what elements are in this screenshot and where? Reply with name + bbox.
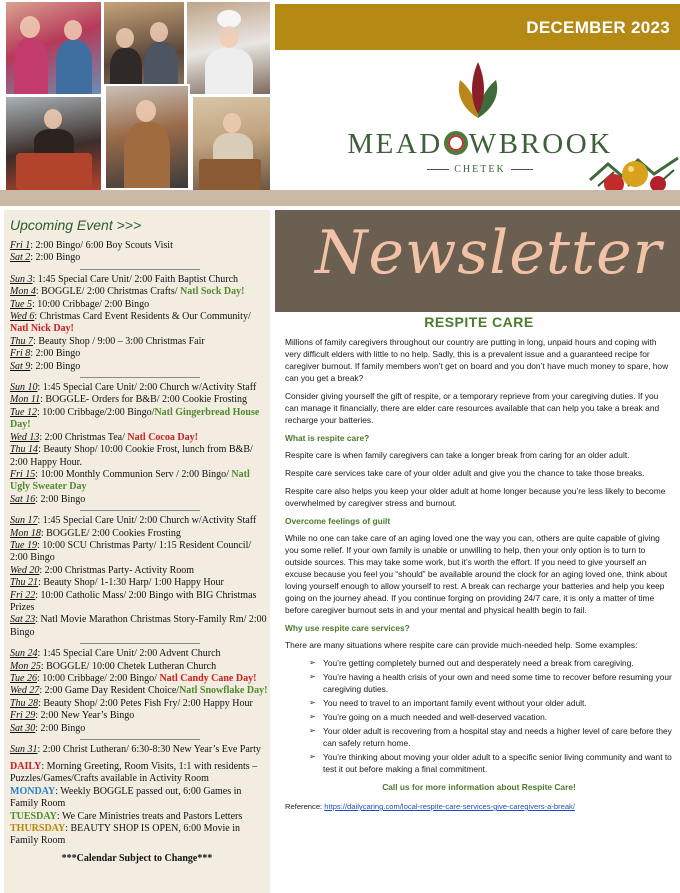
section-heading: What is respite care? [285,433,370,443]
event-text: : 10:00 Cribbage/ 2:00 Bingo [31,298,150,310]
list-item: ➢ You need to travel to an important family event without your older adult. [309,697,673,709]
event-date: Mon 18 [10,527,41,539]
event-date: Thu 14 [10,444,39,456]
list-item: ➢ You’re thinking about moving your older adult to a specific senior living community and want to test it out before making a final commitment. [309,751,673,775]
section-heading: Why use respite care services? [285,623,410,633]
event-row [10,382,268,394]
wreath-o [444,131,468,155]
meadowbrook-leaf-logo [448,60,508,120]
event-date: Sun 10 [10,382,38,394]
event-row [10,299,268,311]
weekly-legend [10,761,265,848]
event-row [10,710,268,722]
week-divider [80,377,200,378]
event-row [10,361,268,373]
list-item: ➢ You’re getting completely burned out and desperately need a break from caregiving. [309,657,673,669]
article-paragraph: Millions of family caregivers throughout our country are putting in long, unpaid hours and coping with very difficult elders with little to no help. Sadly, this is a prevalent issue and a guaranteed recipe for caregiver burnout. If family members won’t get on board and you don’t have much money to spare, how can you get a break? [285,337,669,383]
event-date: Sun 24 [10,648,38,660]
photo-resident-gingerbread [193,97,270,190]
event-date: Wed 20 [10,564,40,576]
event-text: : 2:00 Bingo [30,360,81,372]
event-text: : 2:00 Bingo [35,493,86,505]
legend-row [10,823,265,848]
legend-row [10,786,265,811]
photo-residents-hats [104,2,184,94]
event-date: Mon 11 [10,394,41,406]
brand-name: MEAD WBROOK [347,128,613,160]
event-row [10,590,268,615]
event-text: : 2:00 Christmas Party- Activity Room [39,564,195,576]
event-text: : 10:00 Cribbage/2:00 Bingo/ [36,406,155,418]
event-highlight: Natl Sock Day! [180,286,245,298]
section-heading: Overcome feelings of guilt [285,516,391,526]
event-row [10,540,268,565]
event-row [10,469,268,494]
event-row [10,698,268,710]
divider-band [0,190,680,206]
newsletter-title: Newsletter [315,218,663,288]
event-text: : Christmas Card Event Residents & Our Community/ [34,311,251,323]
legend-key: THURSDAY [10,823,66,835]
event-text: : Beauty Shop / 9:00 – 3:00 Christmas Fair [33,335,205,347]
event-row [10,661,268,673]
legend-text: : Weekly BOGGLE passed out, 6:00 Games in Family Room [10,785,242,810]
event-row [10,685,268,697]
event-text: : BOGGLE/ 2:00 Christmas Crafts/ [35,286,181,298]
event-date: Mon 25 [10,660,41,672]
list-item: ➢ Your older adult is recovering from a hospital stay and needs a higher level of care before they can safely return home. [309,725,673,749]
article-paragraph: While no one can take care of an aging loved one the way you can, others are quite capable of giving you some relief. If your own family is unable or unwilling to help, then your only option is to turn to outside sources. This may take some work, but it’s worth the effort. If you need to give yourself an excuse because you feel you “should” be available around the clock for an aging loved one, think about loving yourself enough to allow yourself to rest. A break can recharge your batteries and help you keep going on the journey ahead. If you continue forging on providing 24/7 care, it is only a matter of time before caregiver burnout sets in and your mental and physical health begin to fail. [285,533,668,615]
week-divider [80,739,200,740]
event-date: Tue 19 [10,539,37,551]
event-date: Tue 12 [10,406,37,418]
legend-text: : BEAUTY SHOP IS OPEN, 6:00 Movie in Family Room [10,823,241,847]
week-divider [80,510,200,511]
event-highlight: Natl Candy Cane Day! [159,673,257,684]
event-date: Fri 8 [10,348,31,360]
event-row [10,515,268,527]
event-text: : 10:00 Catholic Mass/ 2:00 Bingo with BIG Christmas Prizes [10,589,257,613]
event-text: : 2:00 Bingo [30,252,81,264]
article-paragraph: Consider giving yourself the gift of respite, or a temporary reprieve from your caregiving duties. If you can manage it financially, there are elder care resources available that can help you take a break and recharge your batteries. [285,391,660,425]
article-paragraph: Respite care is when family caregivers can take a longer break from caring for an older adult. [285,450,630,460]
photo-staff-gift-basket [6,97,101,190]
event-date: Sat 23 [10,614,36,626]
event-text: : 1:45 Special Care Unit/ 2:00 Faith Baptist Church [32,273,239,285]
event-row [10,311,268,336]
article-paragraph: There are many situations where respite care can provide much-needed help. Some examples: [285,640,638,650]
event-text: : 10:00 Monthly Communion Serv / 2:00 Bingo/ [35,468,232,480]
event-text: : 1:45 Special Care Unit/ 2:00 Church w/Activity Staff [37,382,257,394]
event-date: Thu 28 [10,697,39,709]
event-date: Fri 22 [10,589,36,601]
events-heading: Upcoming Event >>> [10,217,142,233]
event-date: Sat 16 [10,493,36,505]
date-banner [275,4,680,50]
event-text: : 2:00 Game Day Resident Choice/ [39,685,180,697]
event-date: Wed 6 [10,311,35,323]
event-text: : 2:00 Bingo [35,722,86,734]
legend-key: TUESDAY [10,810,57,822]
examples-list [309,657,673,775]
event-row [10,252,268,264]
event-text: : Beauty Shop/ 1-1:30 Harp/ 1:00 Happy Hour [38,577,224,589]
event-text: : 2:00 Christmas Tea/ [39,431,128,443]
event-row [10,407,268,432]
newsletter-banner [275,210,680,312]
event-text: : BOGGLE/ 10:00 Chetek Lutheran Church [40,660,217,672]
event-highlight: Natl Cocoa Day! [127,431,198,443]
event-date: Wed 13 [10,431,40,443]
event-date: Sun 3 [10,273,33,285]
photo-residents-costumes [6,2,101,94]
event-row [10,723,268,735]
event-text: : 10:00 Cribbage/ 2:00 Bingo/ [36,673,160,684]
event-date: Sat 9 [10,360,31,372]
legend-row [10,761,265,786]
photo-resident-chef [187,2,270,94]
event-text: : Beauty Shop/ 2:00 Petes Fish Fry/ 2:00 Happy Hour [38,697,253,709]
event-text: : Beauty Shop/ 10:00 Cookie Frost, lunch from B&B/ 2:00 Happy Hour. [10,444,253,468]
event-date: Thu 21 [10,577,39,589]
event-text: : 2:00 Bingo [30,348,81,360]
event-highlight: Natl Snowflake Day! [179,685,268,697]
respite-care-article [285,316,673,813]
event-text: : 1:45 Special Care Unit/ 2:00 Church w/Activity Staff [37,515,257,527]
event-date: Tue 5 [10,298,32,310]
reference: Reference: https://dailycaring.com/local-respite-care-services-give-caregivers-a-break/ [285,802,575,811]
event-date: Sun 17 [10,515,38,527]
event-date: Wed 27 [10,685,40,697]
week-divider [80,269,200,270]
event-row [10,274,268,286]
list-item: ➢ You’re having a health crisis of your own and need some time to recover before resuming your caregiving duties. [309,671,673,695]
event-row [10,614,268,639]
article-title: RESPITE CARE [424,314,534,330]
event-row [10,286,268,298]
event-row [10,432,268,444]
event-row [10,444,268,469]
event-row [10,348,268,360]
event-row [10,394,268,406]
event-text: : 1:45 Special Care Unit/ 2:00 Advent Church [37,648,221,660]
event-date: Tue 26 [10,673,37,684]
event-row [10,673,268,685]
event-row [10,240,268,252]
call-to-action: Call us for more information about Respite Care! [382,782,576,792]
event-text: : Natl Movie Marathon Christmas Story-Family Rm/ 2:00 Bingo [10,614,267,638]
event-date: Thu 7 [10,335,34,347]
event-highlight: Natl Ugly Sweater Day [10,468,250,493]
list-item: ➢ You’re going on a much needed and well-deserved vacation. [309,711,673,723]
event-date: Fri 29 [10,710,36,722]
event-text: : 2:00 Christ Lutheran/ 6:30-8:30 New Year’s Eve Party [37,744,261,756]
event-date: Sat 2 [10,252,31,264]
event-text: : 2:00 New Year’s Bingo [35,710,135,722]
event-date: Mon 4 [10,286,36,298]
events-list [10,240,268,756]
event-text: : 2:00 Bingo/ 6:00 Boy Scouts Visit [30,240,173,251]
brand-location: CHETEK [400,164,560,175]
event-date: Sat 30 [10,722,36,734]
reference-link[interactable]: https://dailycaring.com/local-respite-care-services-give-caregivers-a-break/ [324,802,575,811]
photo-resident-wrapping [104,84,190,190]
legend-text: : We Care Ministries treats and Pastors Letters [56,810,243,822]
legend-key: MONDAY [10,785,56,797]
events-column [4,210,270,893]
event-row [10,648,268,660]
legend-text: : Morning Greeting, Room Visits, 1:1 with residents – Puzzles/Games/Crafts available in Activity Room [10,761,258,785]
calendar-note: ***Calendar Subject to Change*** [61,853,213,864]
event-date: Sun 31 [10,744,38,756]
event-row [10,494,268,506]
article-paragraph: Respite care also helps you keep your older adult at home longer because you’re less likely to become overwhelmed by caregiver stress and burnout. [285,486,666,508]
event-highlight: Natl Gingerbread House Day! [10,406,260,431]
newsletter-date: DECEMBER 2023 [526,18,670,37]
event-row [10,336,268,348]
event-text: : 10:00 SCU Christmas Party/ 1:15 Resident Council/ 2:00 Bingo [10,539,252,564]
event-date: Fri 1 [10,240,31,251]
event-highlight: Natl Nick Day! [10,323,74,335]
event-date: Fri 15 [10,468,36,480]
event-row [10,744,268,756]
event-text: : BOGGLE/ 2:00 Cookies Frosting [40,527,181,539]
week-divider [80,643,200,644]
photo-collage [6,2,270,190]
event-row [10,565,268,577]
event-text: : BOGGLE- Orders for B&B/ 2:00 Cookie Frosting [40,394,248,406]
event-row [10,528,268,540]
legend-row [10,811,265,823]
legend-key: DAILY [10,761,42,772]
article-paragraph: Respite care services take care of your older adult and give you the chance to take those breaks. [285,468,645,478]
event-row [10,577,268,589]
